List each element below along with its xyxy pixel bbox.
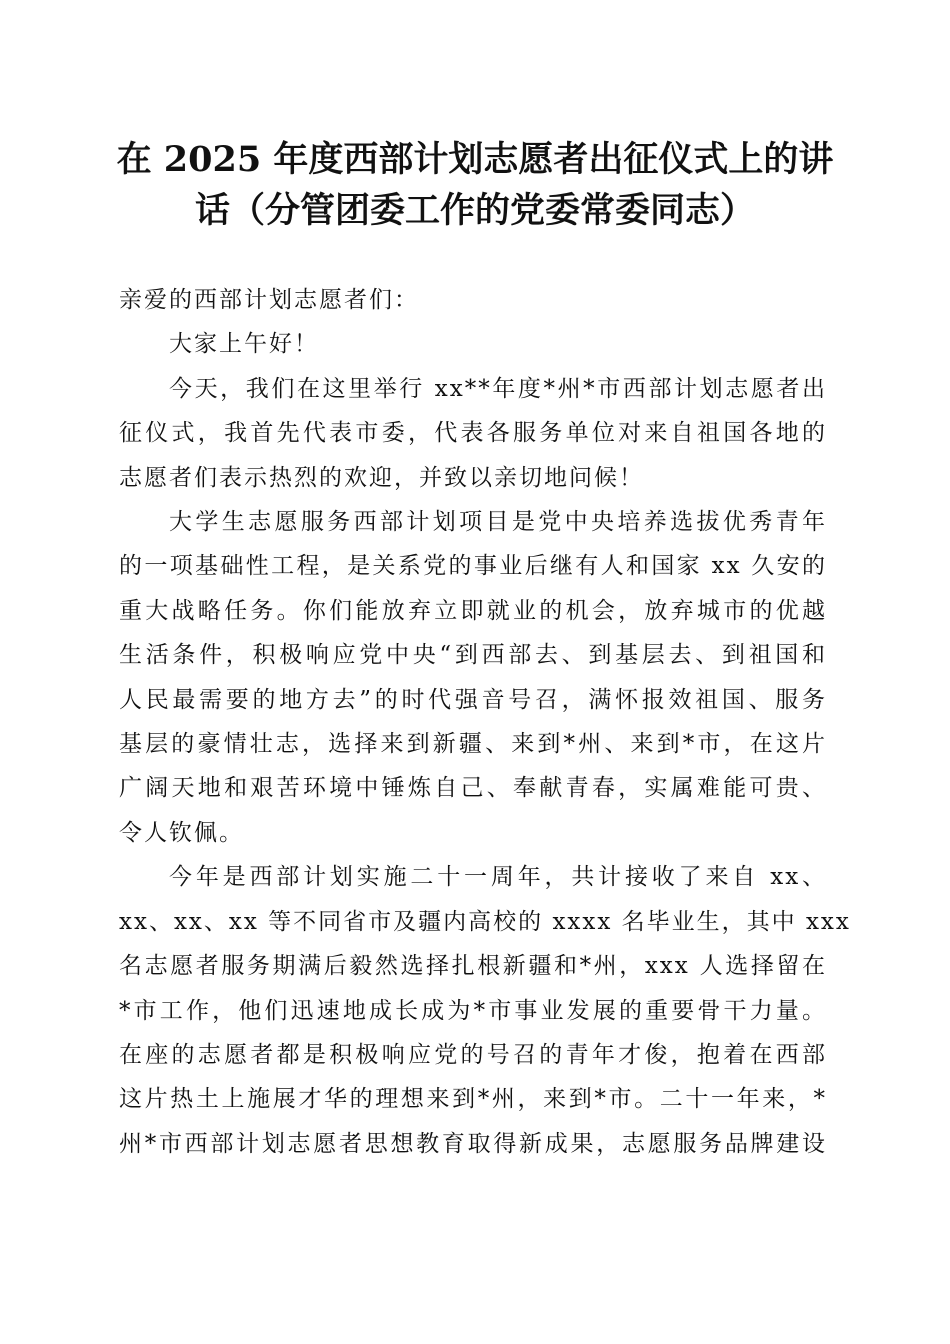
paragraph-line: 的一项基础性工程，是关系党的事业后继有人和国家 xx 久安的 bbox=[119, 553, 827, 580]
paragraph-line: 志愿者们表示热烈的欢迎，并致以亲切地问候！ bbox=[119, 464, 644, 491]
paragraph-line: 生活条件，积极响应党中央“到西部去、到基层去、到祖国和 bbox=[119, 642, 827, 669]
paragraph-line: 广阔天地和艰苦环境中锤炼自己、奉献青春，实属难能可贵、 bbox=[119, 775, 827, 802]
paragraph-line: 在座的志愿者都是积极响应党的号召的青年才俊，抱着在西部 bbox=[119, 1041, 827, 1068]
salutation: 亲爱的西部计划志愿者们： bbox=[119, 287, 419, 313]
paragraph-line: 重大战略任务。你们能放弃立即就业的机会，放弃城市的优越 bbox=[119, 597, 827, 624]
paragraph-1 bbox=[119, 367, 827, 500]
greeting: 大家上午好！ bbox=[169, 331, 319, 358]
paragraph-3 bbox=[119, 855, 851, 1166]
document-body bbox=[119, 278, 851, 1166]
paragraph-line: 州*市西部计划志愿者思想教育取得新成果，志愿服务品牌建设 bbox=[119, 1130, 827, 1157]
paragraph-line: 今天，我们在这里举行 xx**年度*州*市西部计划志愿者出 bbox=[169, 375, 827, 402]
paragraph-line: 令人钦佩。 bbox=[119, 819, 244, 846]
paragraph-line: 名志愿者服务期满后毅然选择扎根新疆和*州，xxx 人选择留在 bbox=[119, 953, 827, 980]
document-title bbox=[95, 134, 855, 236]
paragraph-line: 这片热土上施展才华的理想来到*州，来到*市。二十一年来，* bbox=[119, 1086, 827, 1113]
paragraph-line: 征仪式，我首先代表市委，代表各服务单位对来自祖国各地的 bbox=[119, 420, 827, 447]
title-line-2: 话（分管团委工作的党委常委同志） bbox=[194, 190, 755, 231]
paragraph-line: 大学生志愿服务西部计划项目是党中央培养选拔优秀青年 bbox=[169, 509, 827, 536]
title-line-1: 在 2025 年度西部计划志愿者出征仪式上的讲 bbox=[116, 139, 834, 180]
paragraph-line: *市工作，他们迅速地成长成为*市事业发展的重要骨干力量。 bbox=[119, 997, 827, 1024]
paragraph-line: xx、xx、xx 等不同省市及疆内高校的 xxxx 名毕业生，其中 xxx bbox=[119, 908, 851, 935]
paragraph-line: 人民最需要的地方去”的时代强音号召，满怀报效祖国、服务 bbox=[119, 686, 827, 713]
paragraph-2 bbox=[119, 500, 827, 855]
paragraph-line: 今年是西部计划实施二十一周年，共计接收了来自 xx、 bbox=[169, 864, 827, 891]
paragraph-line: 基层的豪情壮志，选择来到新疆、来到*州、来到*市，在这片 bbox=[119, 731, 827, 758]
